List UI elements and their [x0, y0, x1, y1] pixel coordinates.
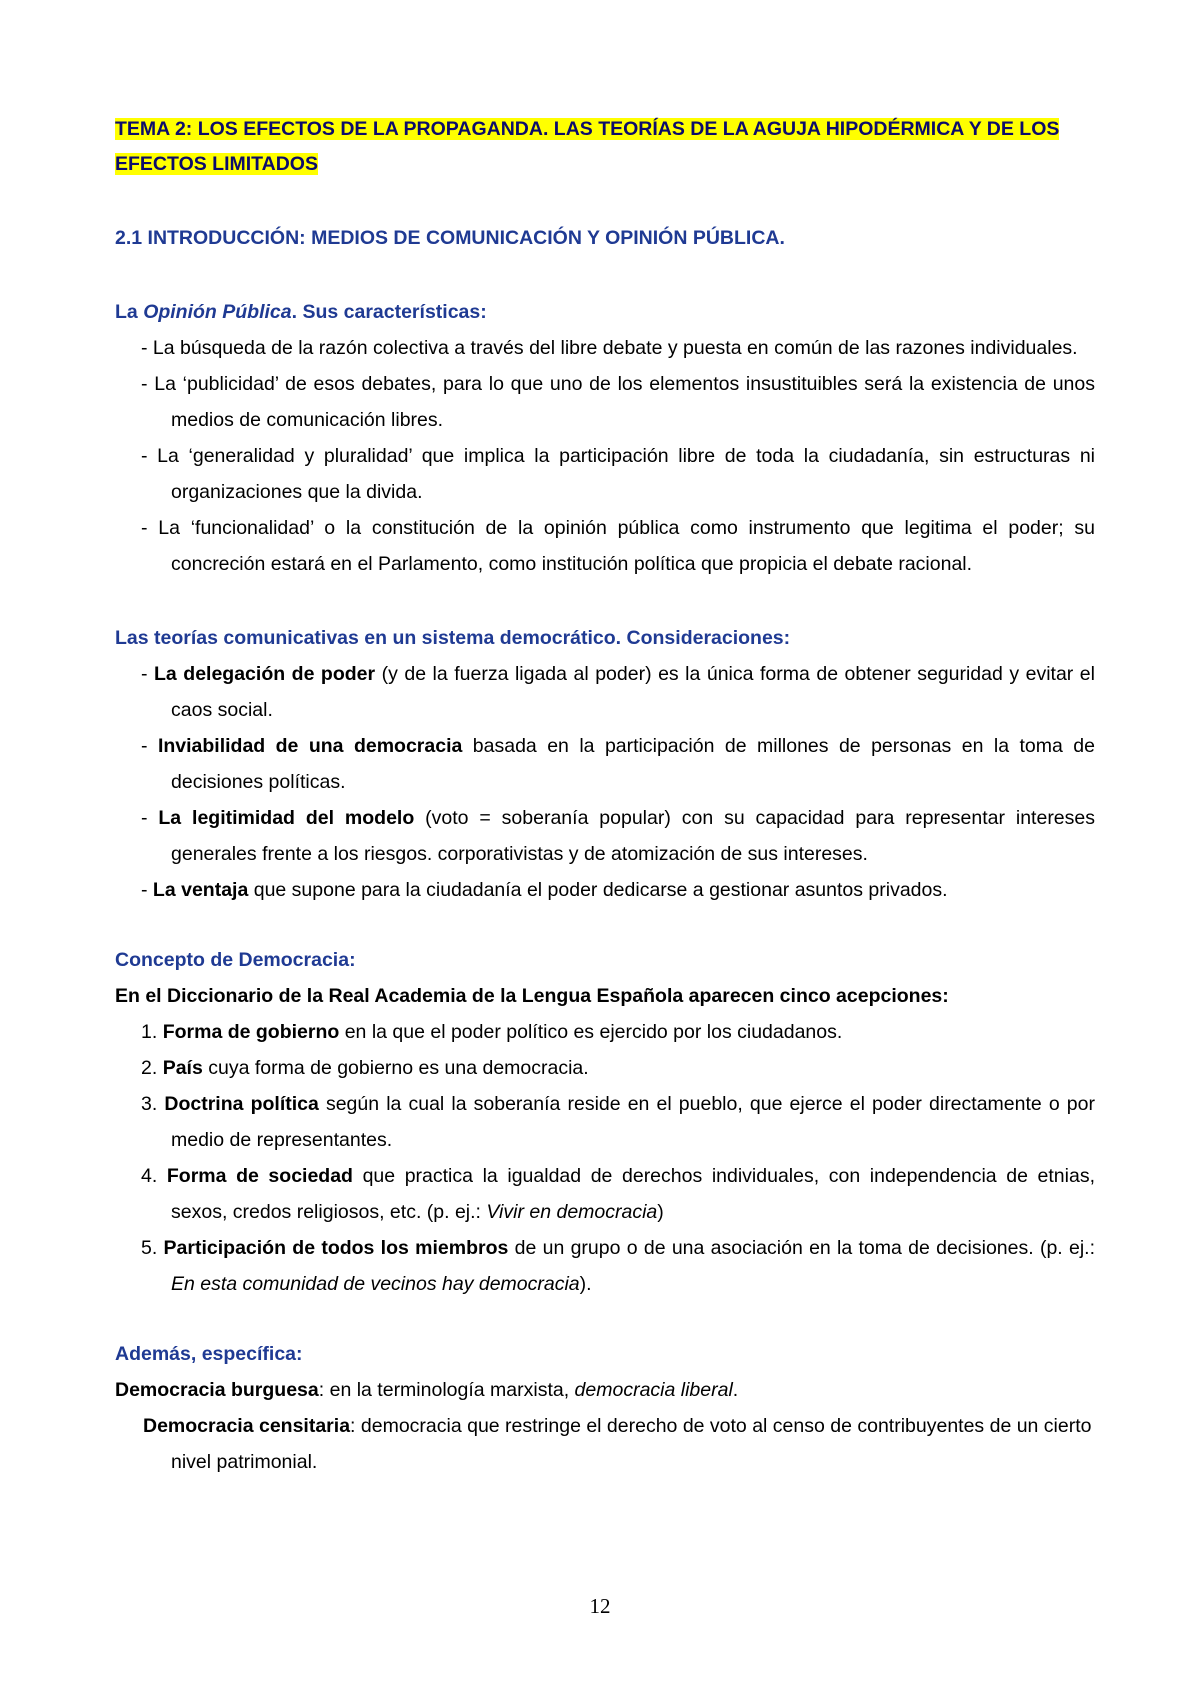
opinion-heading-post: . Sus características: [291, 301, 487, 323]
definition-item: 5. Participación de todos los miembros de un grupo o de una asociación en la toma de decisiones. (p. ej.: En esta comunidad de vecinos hay democracia). [141, 1237, 1096, 1295]
censitaria-definition: Democracia censitaria: democracia que restringe el derecho de voto al censo de contribuyentes de un cierto nivel patrimonial. [143, 1415, 1092, 1473]
opinion-item: - La ‘funcionalidad’ o la constitución de la opinión pública como instrumento que legitima el poder; su concreción estará en el Parlamento, como institución política que propicia el debate racional. [141, 517, 1095, 575]
opinion-item: - La ‘generalidad y pluralidad’ que implica la participación libre de toda la ciudadanía, sin estructuras ni organizaciones que la divida. [141, 445, 1095, 503]
ademas-heading: Además, específica: [115, 1343, 303, 1365]
burguesa-definition: Democracia burguesa: en la terminología marxista, democracia liberal. [115, 1379, 739, 1401]
definition-item: 2. País cuya forma de gobierno es una democracia. [141, 1057, 589, 1079]
definition-item: 4. Forma de sociedad que practica la igualdad de derechos individuales, con independencia de etnias, sexos, credos religiosos, etc. (p. ej.: Vivir en democracia) [141, 1165, 1095, 1223]
theory-item: - La ventaja que supone para la ciudadanía el poder dedicarse a gestionar asuntos privados. [141, 879, 948, 901]
democracia-intro: En el Diccionario de la Real Academia de la Lengua Española aparecen cinco acepciones: [115, 985, 949, 1007]
theory-item: - Inviabilidad de una democracia basada en la participación de millones de personas en la toma de decisiones políticas. [141, 735, 1095, 793]
page-number: 12 [589, 1594, 611, 1618]
opinion-heading [115, 294, 1095, 330]
opinion-item: - La búsqueda de la razón colectiva a través del libre debate y puesta en común de las razones individuales. [141, 337, 1078, 359]
section-heading: 2.1 INTRODUCCIÓN: MEDIOS DE COMUNICACIÓN Y OPINIÓN PÚBLICA. [115, 227, 785, 249]
theory-item: - La delegación de poder (y de la fuerza ligada al poder) es la única forma de obtener seguridad y evitar el caos social. [141, 663, 1095, 721]
document-title [115, 112, 1095, 182]
opinion-heading-pre: La [115, 301, 144, 323]
democracia-heading: Concepto de Democracia: [115, 949, 356, 971]
theory-item: - La legitimidad del modelo (voto = soberanía popular) con su capacidad para representar intereses generales frente a los riesgos. corporativistas y de atomización de sus intereses. [141, 807, 1095, 865]
theories-heading: Las teorías comunicativas en un sistema democrático. Consideraciones: [115, 627, 791, 649]
definition-item: 1. Forma de gobierno en la que el poder político es ejercido por los ciudadanos. [141, 1021, 843, 1043]
title-line-1: TEMA 2: LOS EFECTOS DE LA PROPAGANDA. LAS TEORÍAS DE LA AGUJA HIPODÉRMICA Y DE LOS [115, 118, 1060, 140]
opinion-heading-italic: Opinión Pública [143, 301, 292, 323]
definition-item: 3. Doctrina política según la cual la soberanía reside en el pueblo, que ejerce el poder directamente o por medio de representantes. [141, 1093, 1095, 1151]
document-page [115, 112, 1095, 1480]
opinion-item: - La ‘publicidad’ de esos debates, para lo que uno de los elementos insustituibles será la existencia de unos medios de comunicación libres. [141, 373, 1095, 431]
title-line-2: EFECTOS LIMITADOS [115, 153, 318, 175]
